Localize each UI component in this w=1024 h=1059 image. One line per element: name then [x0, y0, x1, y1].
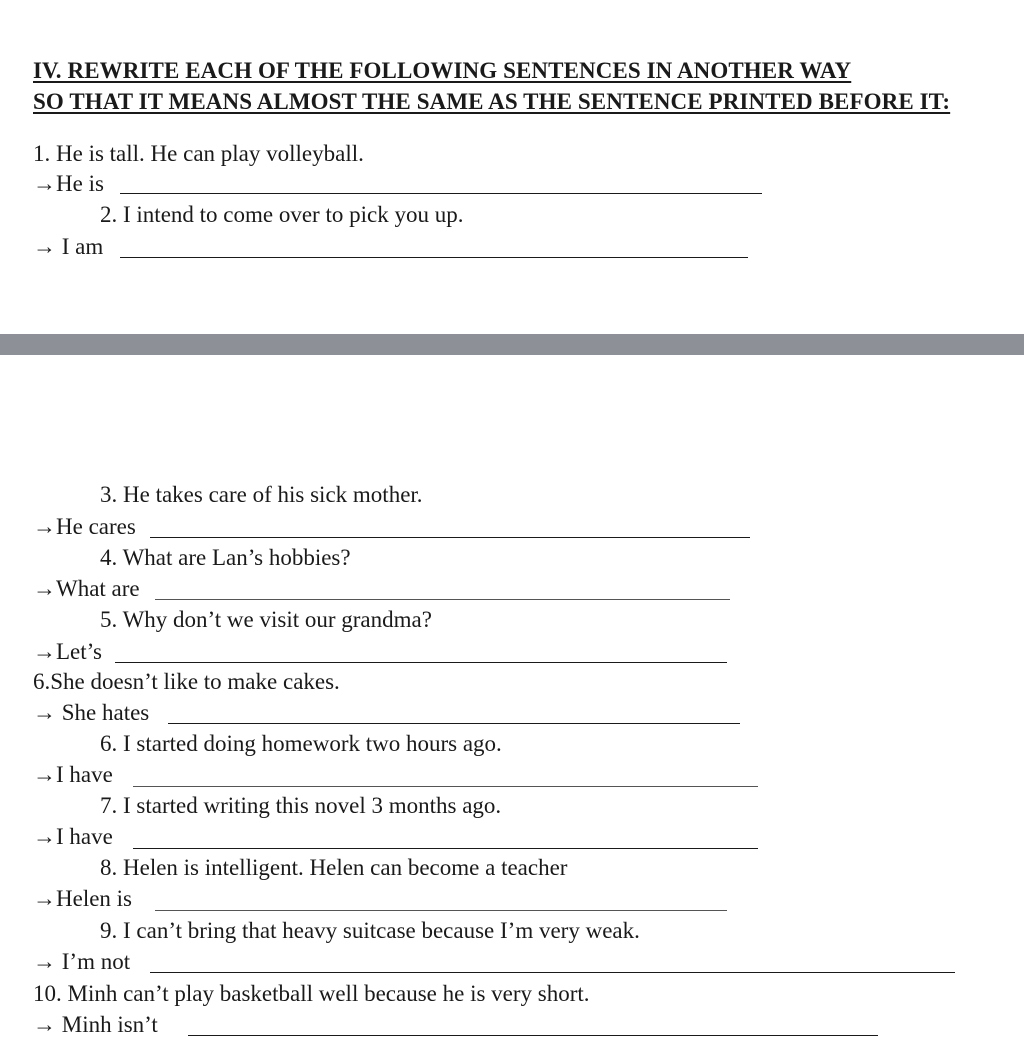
- question-6b: 6. I started doing homework two hours ago.: [100, 731, 502, 756]
- answer-prompt-5: →Let’s: [33, 639, 102, 664]
- question-10: 10. Minh can’t play basketball well because he is very short.: [33, 981, 590, 1006]
- page-divider-band: [0, 334, 1024, 355]
- question-9: 9. I can’t bring that heavy suitcase because I’m very weak.: [100, 918, 640, 943]
- question-8: 8. Helen is intelligent. Helen can become a teacher: [100, 855, 568, 880]
- answer-blank-5[interactable]: [115, 662, 727, 663]
- answer-prompt-4: →What are: [33, 576, 140, 601]
- section-heading-line-1: IV. REWRITE EACH OF THE FOLLOWING SENTENCES IN ANOTHER WAY: [33, 58, 852, 83]
- answer-prompt-9: → I’m not: [33, 949, 131, 974]
- answer-blank-4[interactable]: [155, 599, 730, 600]
- answer-prompt-7: →I have: [33, 824, 113, 849]
- answer-blank-2[interactable]: [120, 257, 748, 258]
- question-4: 4. What are Lan’s hobbies?: [100, 545, 351, 570]
- answer-blank-7[interactable]: [133, 848, 758, 849]
- answer-prompt-6a: → She hates: [33, 700, 150, 725]
- answer-prompt-10: → Minh isn’t: [33, 1012, 158, 1037]
- question-7: 7. I started writing this novel 3 months ago.: [100, 793, 502, 818]
- question-6a: 6.She doesn’t like to make cakes.: [33, 669, 340, 694]
- answer-prompt-3: →He cares: [33, 514, 136, 539]
- answer-blank-6b[interactable]: [133, 786, 758, 787]
- answer-prompt-1: →He is: [33, 171, 104, 196]
- answer-blank-3[interactable]: [150, 537, 750, 538]
- answer-prompt-8: →Helen is: [33, 886, 133, 911]
- section-heading-line-2: SO THAT IT MEANS ALMOST THE SAME AS THE SENTENCE PRINTED BEFORE IT:: [33, 89, 951, 114]
- answer-blank-1[interactable]: [120, 193, 762, 194]
- question-3: 3. He takes care of his sick mother.: [100, 482, 423, 507]
- question-5: 5. Why don’t we visit our grandma?: [100, 607, 432, 632]
- answer-blank-8[interactable]: [155, 910, 727, 911]
- question-1: 1. He is tall. He can play volleyball.: [33, 141, 364, 166]
- answer-prompt-6b: →I have: [33, 762, 113, 787]
- answer-blank-10[interactable]: [188, 1035, 878, 1036]
- answer-blank-6a[interactable]: [168, 723, 740, 724]
- answer-blank-9[interactable]: [150, 972, 955, 973]
- answer-prompt-2: → I am: [33, 234, 104, 259]
- question-2: 2. I intend to come over to pick you up.: [100, 202, 464, 227]
